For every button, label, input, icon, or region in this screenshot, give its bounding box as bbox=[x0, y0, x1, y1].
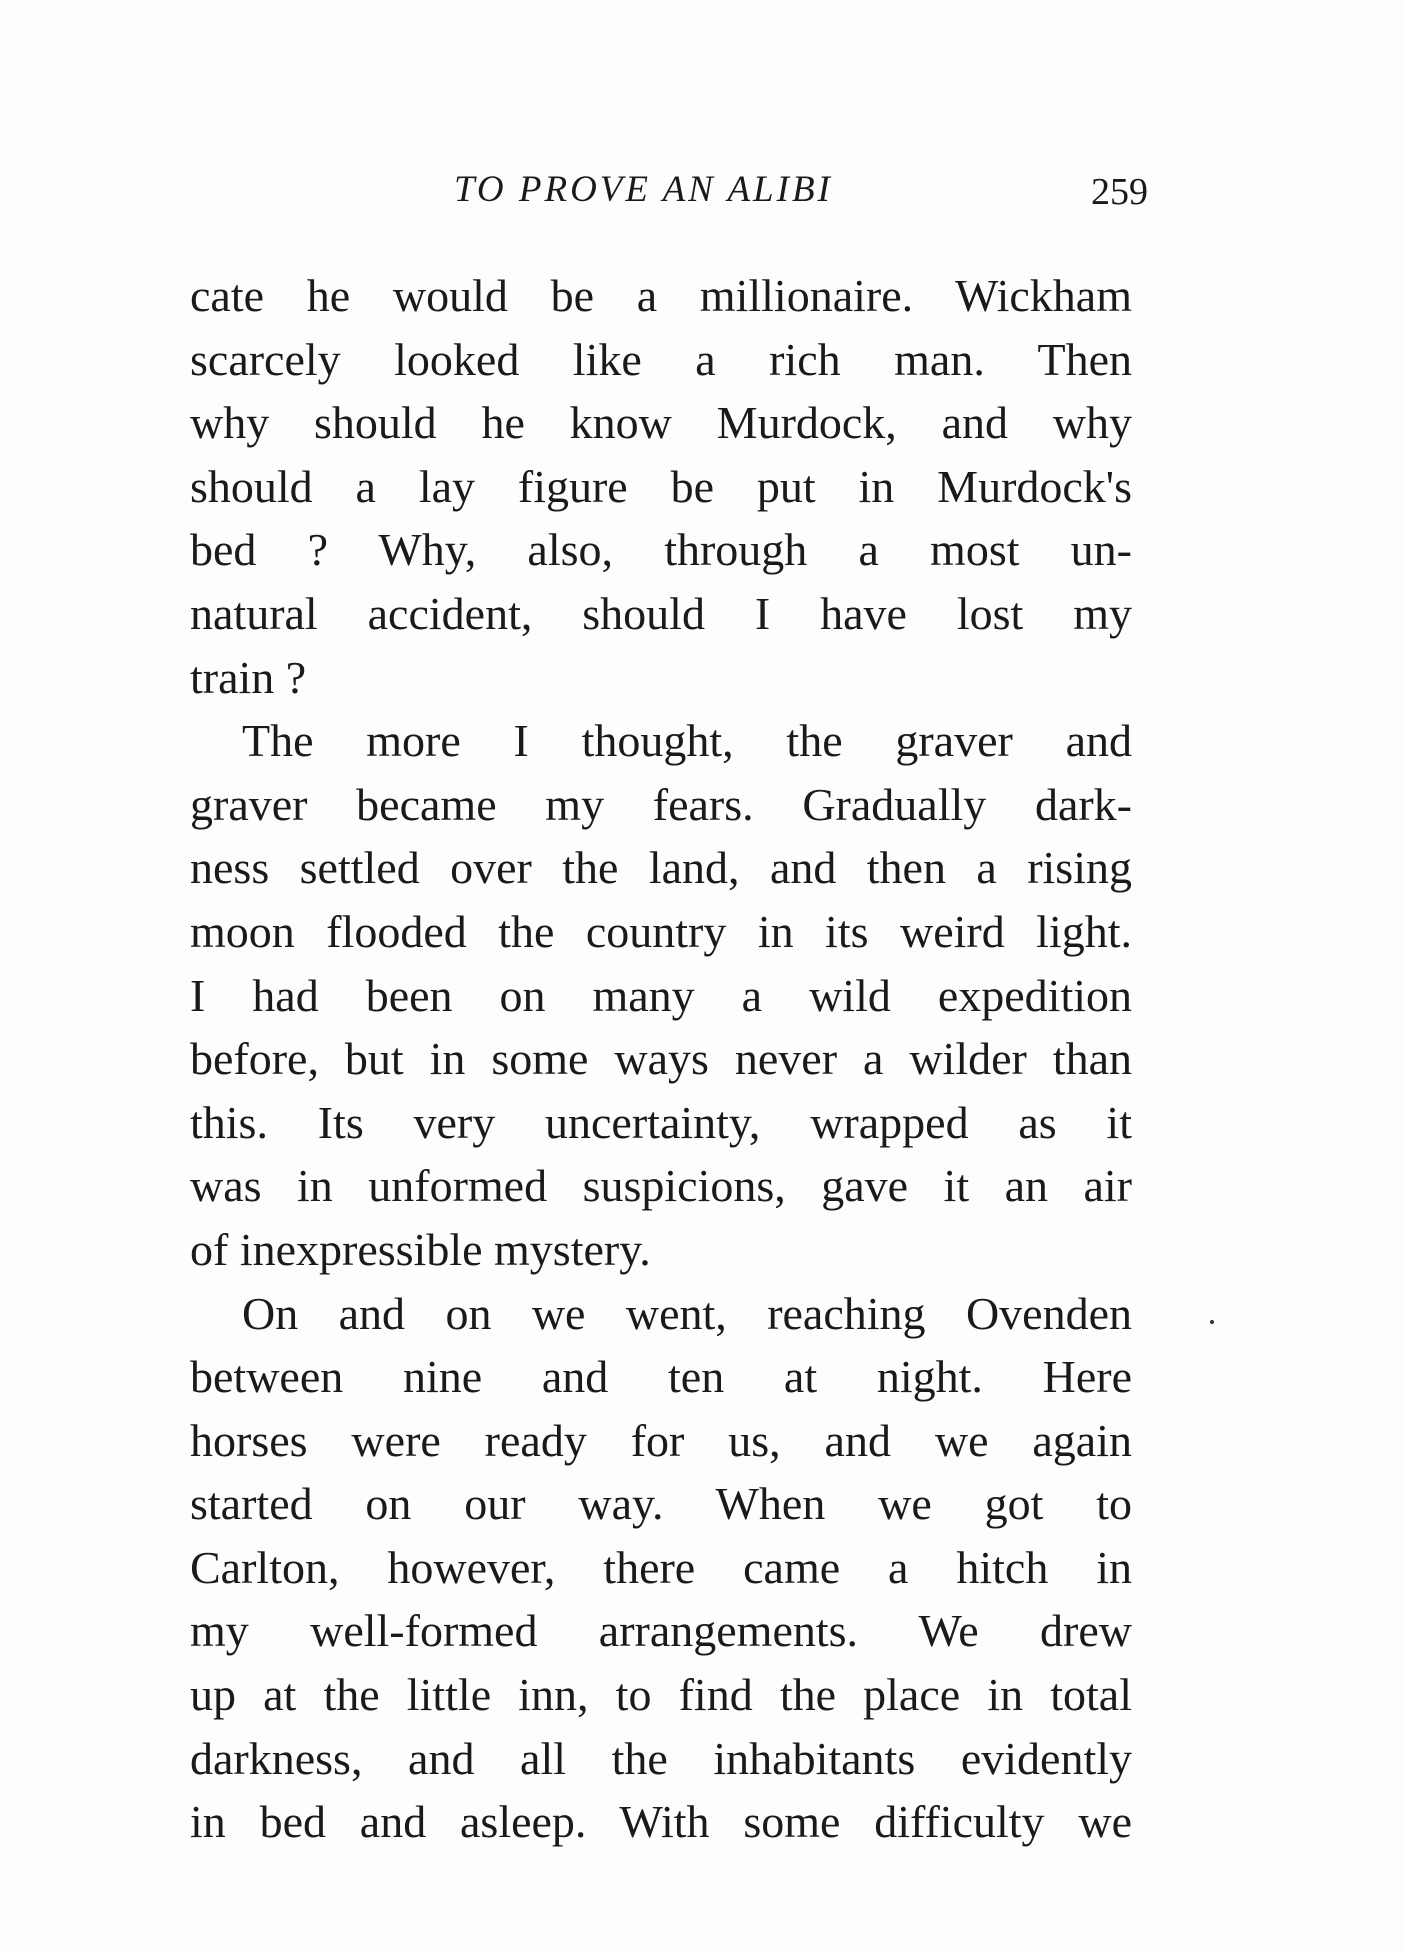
text-line: cate he would be a millionaire. Wickham bbox=[190, 270, 1132, 321]
text-line: up at the little inn, to find the place in total bbox=[190, 1669, 1132, 1721]
text-line: darkness, and all the inhabitants evidently bbox=[190, 1732, 1132, 1784]
print-speck bbox=[1210, 1320, 1214, 1324]
text-line: scarcely looked like a rich man. Then bbox=[190, 333, 1132, 385]
text-line: this. Its very uncertainty, wrapped as it bbox=[190, 1096, 1132, 1148]
text-line: The more I thought, the graver and bbox=[242, 715, 1132, 767]
text-line: my well-formed arrangements. We drew bbox=[190, 1605, 1132, 1657]
text-line: I had been on many a wild expedition bbox=[190, 969, 1132, 1021]
text-line: horses were ready for us, and we again bbox=[190, 1414, 1132, 1466]
text-line: was in unformed suspicions, gave it an air bbox=[190, 1160, 1132, 1212]
text-line: why should he know Murdock, and why bbox=[190, 397, 1132, 449]
text-line: started on our way. When we got to bbox=[190, 1478, 1132, 1530]
text-line: should a lay figure be put in Murdock's bbox=[190, 460, 1132, 512]
text-line: moon flooded the country in its weird light. bbox=[190, 905, 1132, 957]
text-line: graver became my fears. Gradually dark- bbox=[190, 778, 1132, 830]
text-line: Carlton, however, there came a hitch in bbox=[190, 1541, 1132, 1593]
text-line: On and on we went, reaching Ovenden bbox=[242, 1287, 1132, 1339]
text-line: of inexpressible mystery. bbox=[190, 1223, 651, 1275]
text-line: ness settled over the land, and then a rising bbox=[190, 842, 1132, 894]
running-head bbox=[190, 168, 1158, 228]
text-line: train ? bbox=[190, 651, 307, 703]
text-line: in bed and asleep. With some difficulty we bbox=[190, 1796, 1132, 1848]
text-line: before, but in some ways never a wilder than bbox=[190, 1033, 1132, 1085]
text-line: between nine and ten at night. Here bbox=[190, 1351, 1132, 1403]
running-title: TO PROVE AN ALIBI bbox=[454, 169, 833, 210]
body-text bbox=[190, 264, 1132, 1854]
text-line: bed ? Why, also, through a most un- bbox=[190, 524, 1132, 576]
text-line: natural accident, should I have lost my bbox=[190, 587, 1132, 639]
page-number: 259 bbox=[1091, 171, 1148, 213]
